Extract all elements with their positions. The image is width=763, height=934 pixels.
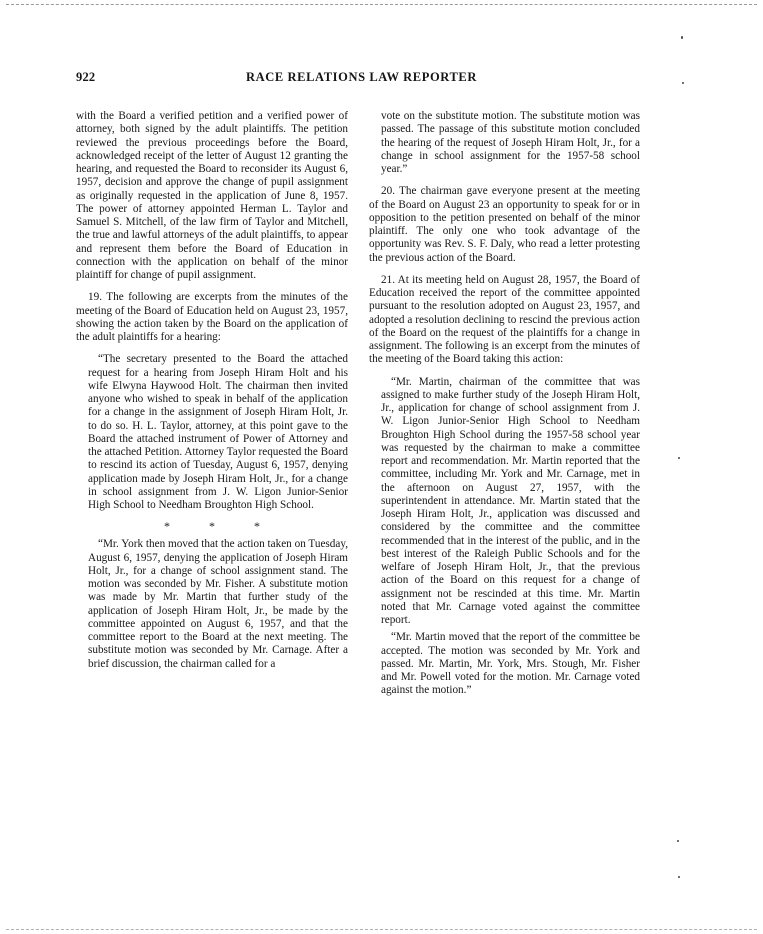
minutes-quote-4: “Mr. Martin moved that the report of the committee be accepted. The motion was seconded by Mr. York and passed. Mr. Martin, Mr. York, Mrs. Stough, Mr. Fisher and Mr. Powell voted for the motion. Mr. Carnage voted against the motion.” — [381, 631, 640, 697]
scan-speck — [678, 457, 680, 459]
omission-marker: * * * — [164, 519, 278, 534]
scan-speck — [677, 840, 679, 842]
paragraph-21: 21. At its meeting held on August 28, 1957, the Board of Education received the report of the committee appointed pursuant to the resolution adopted on August 23, 1957, and adopted a resolution declining to rescind the previous action of the Board on the request of the plaintiffs for a change in assignment. The following is an excerpt from the minutes of the meeting of the Board taking this action: — [369, 273, 640, 366]
page-number: 922 — [76, 70, 96, 84]
minutes-quote-3: “Mr. Martin, chairman of the committee that was assigned to make further study of the Joseph Hiram Holt, Jr., application for change of school assignment from J. W. Ligon Junior-Senior High School to Needham Broughton High School during the 1957-58 school year was requested by the chairman to make a committee report and recommendation. Mr. Martin reported that the committee, including Mr. York and Mr. Carnage, met in the afternoon on August 27, 1957, with the superintendent in attendance. Mr. Martin stated that the Joseph Hiram Holt, Jr., application was discussed and considered by the committee and the committee recommended that in the interest of the public, and in the best interest of the Raleigh Public Schools and for the welfare of Joseph Hiram Holt, Jr., that the previous action of the Board on this request for a change of assignment not be rescinded at this time. Mr. Martin noted that Mr. Carnage voted against the committee report. — [381, 375, 640, 626]
left-column — [76, 110, 348, 675]
scan-speck — [678, 876, 680, 878]
minutes-quote-1: “The secretary presented to the Board the attached request for a hearing from Joseph Hiram Holt and his wife Elwyna Haywood Holt. The chairman then invited anyone who wished to speak in behalf of the application for a change in the assignment of Joseph Hiram Holt, Jr. to do so. H. L. Taylor, attorney, at this point gave to the Board the attached instrument of Power of Attorney and the attached Petition. Attorney Taylor requested the Board to rescind its action of Tuesday, August 6, 1957, denying application made by Joseph Hiram Holt, Jr., for a change in school assignment from J. W. Ligon Junior-Senior High School to Needham Broughton High School. — [88, 353, 348, 511]
scan-speck — [681, 36, 683, 39]
paragraph-continuation: with the Board a verified petition and a verified power of attorney, both signed by the adult plaintiffs. The petition reviewed the previous proceedings before the Board, acknowledged receipt of the letter of August 12 granting the hearing, and requested the Board to reconsider its August 6, 1957, decision and approve the change of pupil assignment as originally requested in the application of June 8, 1957. The power of attorney appointed Herman L. Taylor and Samuel S. Mitchell, of the law firm of Taylor and Mitchell, the true and lawful attorneys of the adult plaintiffs, to appear and represent them before the Board of Education in connection with the application on behalf of the minor plaintiff for change of pupil assignment. — [76, 110, 348, 281]
paragraph-19: 19. The following are excerpts from the minutes of the meeting of the Board of Education held on August 23, 1957, showing the action taken by the Board on the application of the adult plaintiffs for a hearing: — [76, 291, 348, 343]
minutes-quote-2: “Mr. York then moved that the action taken on Tuesday, August 6, 1957, denying the application of Joseph Hiram Holt, Jr., for a change of school assignment stand. The motion was seconded by Mr. Fisher. A substitute motion was made by Mr. Martin that further study of the application of Joseph Hiram Holt, Jr., be made by the committee appointed on August 6, 1957, and that the committee report to the Board at the next meeting. The substitute motion was seconded by Mr. Carnage. After a brief discussion, the chairman called for a — [88, 538, 348, 670]
scan-top-border — [6, 4, 757, 5]
minutes-quote-2-continued: vote on the substitute motion. The substitute motion was passed. The passage of this substitute motion concluded the hearing of the request of Joseph Hiram Holt, Jr., for a change in school assignment for the 1957-58 school year.” — [381, 110, 640, 175]
scan-bottom-border — [6, 929, 757, 930]
running-header-title: RACE RELATIONS LAW REPORTER — [246, 70, 477, 84]
scan-speck — [682, 82, 684, 84]
right-column — [369, 110, 640, 702]
paragraph-20: 20. The chairman gave everyone present at the meeting of the Board on August 23 an opportunity to speak for or in opposition to the petition presented on behalf of the minor plaintiff. The only one who took advantage of the opportunity was Rev. S. F. Daly, who read a letter protesting the previous action of the Board. — [369, 185, 640, 264]
